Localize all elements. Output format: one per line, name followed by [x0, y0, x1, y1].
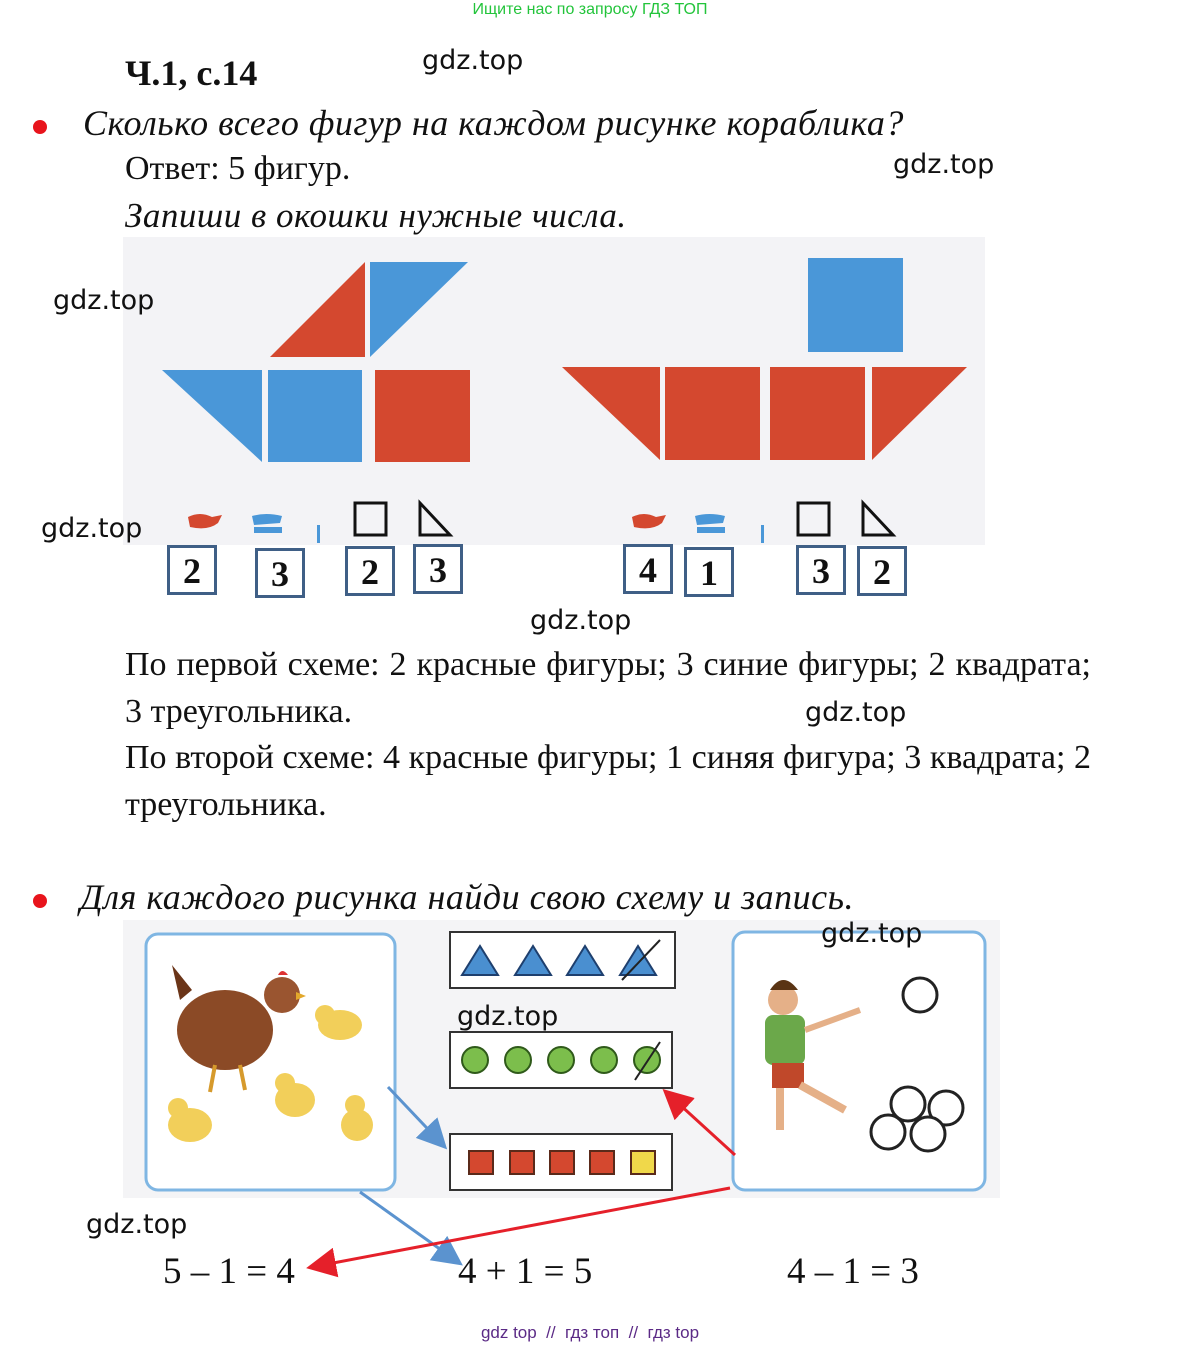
answer-box: 2	[345, 546, 395, 596]
footer-links[interactable]: gdz top // гдз топ // гдз top	[480, 1323, 700, 1342]
answer-box: 3	[255, 548, 305, 598]
answer-box: 4	[623, 544, 673, 594]
answer-box: 1	[684, 547, 734, 597]
watermark: gdz.top	[893, 149, 995, 180]
watermark: gdz.top	[53, 285, 155, 316]
blue-arrow	[360, 1192, 458, 1262]
explanation-2: По второй схеме: 4 красные фигуры; 1 синяя фигура; 3 квадрата; 2 треугольника.	[125, 739, 1091, 823]
watermark: gdz.top	[805, 697, 907, 728]
answer-box: 2	[857, 546, 907, 596]
answer-box: 2	[167, 545, 217, 595]
answer-box: 3	[413, 544, 463, 594]
hen-picture-frame	[146, 934, 395, 1190]
explanation-1: По первой схеме: 2 красные фигуры; 3 синие фигуры; 2 квадрата; 3 треугольника.	[125, 646, 1091, 730]
watermark: gdz.top	[530, 605, 632, 636]
search-banner[interactable]: Ищите нас по запросу ГДЗ ТОП	[472, 1, 708, 18]
equation: 5 – 1 = 4	[163, 1251, 295, 1292]
watermark: gdz.top	[422, 45, 524, 76]
page-heading: Ч.1, с.14	[125, 53, 258, 93]
task2-question: Для каждого рисунка найди свою схему и запись.	[80, 877, 855, 917]
red-arrow	[667, 1093, 735, 1155]
task1-answer: Ответ: 5 фигур.	[125, 150, 351, 187]
answer-box: 3	[796, 545, 846, 595]
task1-instruction: Запиши в окошки нужные числа.	[125, 196, 627, 235]
watermark: gdz.top	[41, 513, 143, 544]
watermark: gdz.top	[821, 918, 923, 949]
equation: 4 – 1 = 3	[787, 1251, 919, 1292]
equation: 4 + 1 = 5	[458, 1251, 593, 1292]
watermark: gdz.top	[457, 1001, 559, 1032]
task1-question: Сколько всего фигур на каждом рисунке кораблика?	[83, 103, 904, 143]
watermark: gdz.top	[86, 1209, 188, 1240]
